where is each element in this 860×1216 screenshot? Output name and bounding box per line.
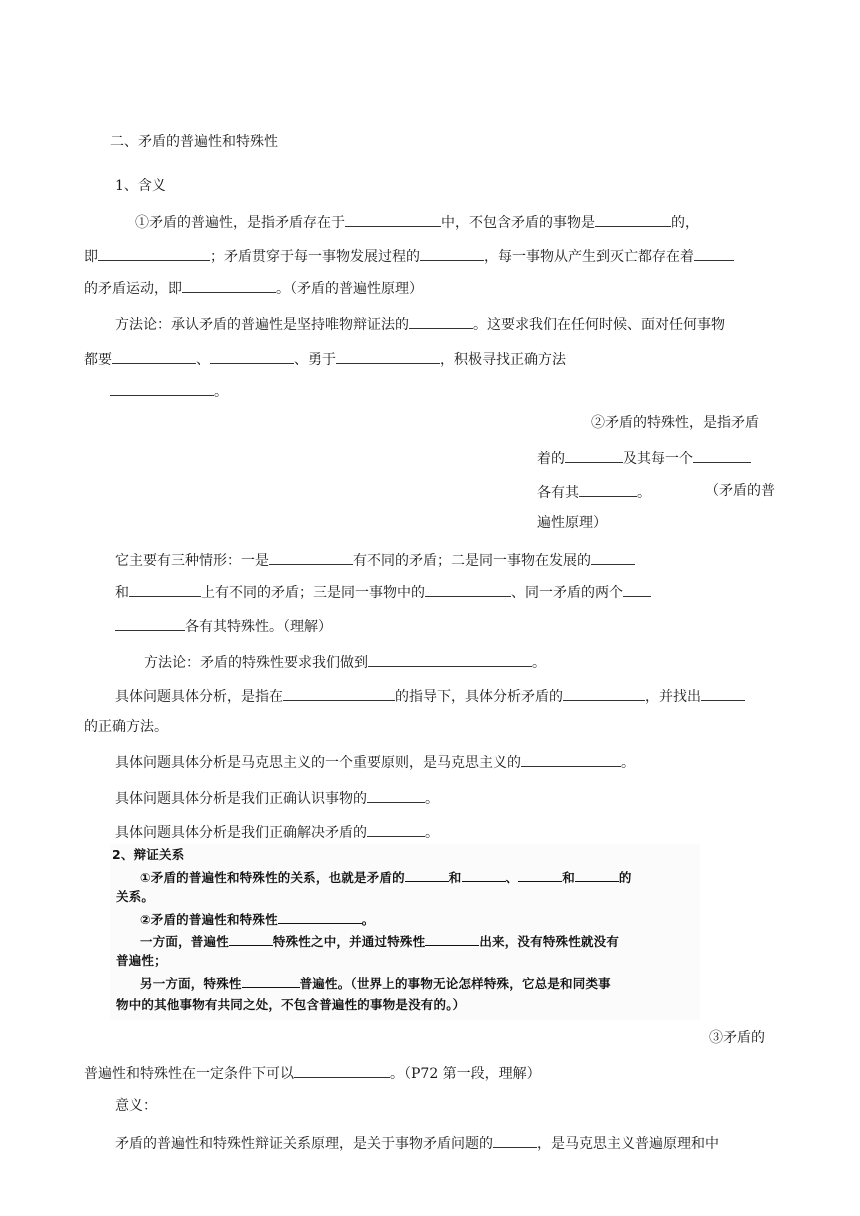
text-segment: 普遍性和特殊性在一定条件下可以: [84, 1066, 294, 1082]
text-segment: 都要: [84, 352, 112, 368]
methodology-line-3: [110, 380, 228, 402]
text-segment: 、勇于: [294, 352, 336, 368]
fill-blank[interactable]: [521, 751, 621, 767]
fill-blank[interactable]: [405, 868, 449, 882]
text-segment: 各有其特殊性。（理解）: [185, 619, 332, 635]
concrete-analysis-line-1: [115, 685, 745, 707]
text-segment: ；矛盾贯穿于每一事物发展过程的: [210, 249, 420, 265]
text-segment: 及其每一个: [623, 451, 693, 467]
fill-blank[interactable]: [367, 787, 425, 803]
image-line-1: [140, 868, 632, 887]
image-heading: 2、辩证关系: [112, 847, 185, 862]
text-segment: 出来，没有特殊性就没有: [479, 934, 620, 949]
concrete-analysis-line-3: [115, 751, 635, 773]
text-segment: ，是马克思主义普遍原理和中: [537, 1136, 719, 1152]
concrete-analysis-line-4: [115, 787, 439, 809]
text-segment: 的指导下，具体分析矛盾的: [395, 689, 563, 705]
text-segment: 特殊性之中，并通过特殊性: [272, 934, 426, 949]
fill-blank[interactable]: [694, 245, 734, 261]
text-segment: ，积极寻找正确方法: [440, 352, 566, 368]
fill-blank[interactable]: [425, 581, 511, 597]
text-segment: 一方面，普遍性: [140, 934, 229, 949]
text-segment: 。: [637, 485, 651, 501]
text-segment: 。: [214, 384, 228, 400]
fill-blank[interactable]: [701, 685, 745, 701]
methodology-2: [144, 651, 546, 673]
image-line-6: [140, 974, 611, 993]
fill-blank[interactable]: [575, 868, 619, 882]
particularity-note: （矛盾的普: [705, 483, 775, 499]
universality-line-2: [84, 245, 734, 267]
meaning-label: 意义：: [115, 1098, 157, 1114]
text-segment: 。（矛盾的普遍性原理）: [276, 281, 423, 297]
fill-blank[interactable]: [242, 974, 300, 988]
fill-blank[interactable]: [182, 277, 276, 293]
third-point-prefix: ③矛盾的: [709, 1030, 765, 1046]
fill-blank[interactable]: [269, 549, 353, 565]
text-segment: 具体问题具体分析是我们正确认识事物的: [115, 791, 367, 807]
text-segment: 具体问题具体分析是马克思主义的一个重要原则，是马克思主义的: [115, 755, 521, 771]
text-segment: 着的: [537, 451, 565, 467]
fill-blank[interactable]: [595, 211, 671, 227]
fill-blank[interactable]: [345, 211, 441, 227]
fill-blank[interactable]: [579, 481, 637, 497]
fill-blank[interactable]: [425, 932, 479, 946]
text-segment: 和: [562, 870, 575, 885]
fill-blank[interactable]: [518, 868, 562, 882]
fill-blank[interactable]: [563, 685, 645, 701]
text-segment: 上有不同的矛盾；三是同一事物中的: [201, 585, 425, 601]
fill-blank[interactable]: [278, 910, 362, 924]
three-cases-line-2: [115, 581, 651, 603]
fill-blank[interactable]: [112, 348, 196, 364]
particularity-line-4: 遍性原理）: [537, 515, 607, 531]
three-cases-line-1: [115, 549, 635, 571]
text-segment: 、: [505, 870, 519, 885]
text-segment: 各有其: [537, 485, 579, 501]
text-segment: 和: [448, 870, 462, 885]
text-segment: 、: [196, 352, 210, 368]
fill-blank[interactable]: [565, 447, 623, 463]
text-segment: 方法论：矛盾的特殊性要求我们做到: [144, 655, 368, 671]
fill-blank[interactable]: [493, 1132, 537, 1148]
fill-blank[interactable]: [623, 581, 651, 597]
particularity-line-1: ②矛盾的特殊性，是指矛盾: [591, 415, 759, 431]
text-segment: 即: [84, 249, 98, 265]
subsection-heading: 1、含义: [115, 178, 166, 194]
text-segment: 的矛盾运动，即: [84, 281, 182, 297]
text-segment: ，每一事物从产生到灭亡都存在着: [484, 249, 694, 265]
concrete-analysis-line-2: 的正确方法。: [84, 719, 168, 735]
text-segment: ②矛盾的普遍性和特殊性: [140, 912, 278, 927]
text-segment: 具体问题具体分析是我们正确解决矛盾的: [115, 825, 367, 841]
universality-line-1: [135, 211, 699, 233]
text-segment: 。: [361, 912, 375, 927]
text-segment: 。: [425, 825, 439, 841]
text-segment: 有不同的矛盾；二是同一事物在发展的: [353, 553, 591, 569]
text-segment: 另一方面，特殊性: [140, 976, 242, 991]
text-segment: 中，不包含矛盾的事物是: [441, 215, 595, 231]
section-title: 二、矛盾的普遍性和特殊性: [110, 134, 278, 150]
fill-blank[interactable]: [110, 380, 214, 396]
text-segment: 具体问题具体分析，是指在: [115, 689, 283, 705]
text-segment: 矛盾的普遍性和特殊性辩证关系原理，是关于事物矛盾问题的: [115, 1136, 493, 1152]
text-segment: 。: [425, 791, 439, 807]
image-line-5: 普遍性；: [116, 953, 167, 968]
text-segment: 的，: [671, 215, 699, 231]
fill-blank[interactable]: [336, 348, 440, 364]
fill-blank[interactable]: [294, 1062, 390, 1078]
third-point-line: [84, 1062, 541, 1084]
universality-line-3: [84, 277, 423, 299]
text-segment: 它主要有三种情形：一是: [115, 553, 269, 569]
fill-blank[interactable]: [367, 821, 425, 837]
fill-blank[interactable]: [98, 245, 210, 261]
fill-blank[interactable]: [591, 549, 635, 565]
fill-blank[interactable]: [129, 581, 201, 597]
text-segment: 和: [115, 585, 129, 601]
image-line-3: [140, 910, 375, 929]
image-line-4: [140, 932, 619, 951]
concrete-analysis-line-5: [115, 821, 439, 843]
text-segment: 。（P72 第一段，理解）: [390, 1066, 541, 1082]
fill-blank[interactable]: [368, 651, 532, 667]
fill-blank[interactable]: [283, 685, 395, 701]
particularity-line-3: [537, 481, 651, 503]
fill-blank[interactable]: [210, 348, 294, 364]
text-segment: 的: [618, 870, 632, 885]
fill-blank[interactable]: [115, 615, 185, 631]
text-segment: ①矛盾的普遍性和特殊性的关系，也就是矛盾的: [140, 870, 405, 885]
fill-blank[interactable]: [229, 932, 273, 946]
text-segment: 、同一矛盾的两个: [511, 585, 623, 601]
particularity-line-2: [537, 447, 751, 469]
fill-blank[interactable]: [420, 245, 484, 261]
image-line-2: 关系。: [116, 889, 155, 904]
text-segment: 。这要求我们在任何时候、面对任何事物: [473, 317, 725, 333]
text-segment: 。: [532, 655, 546, 671]
methodology-line-1: [115, 313, 725, 335]
text-segment: 。: [621, 755, 635, 771]
text-segment: 方法论：承认矛盾的普遍性是坚持唯物辩证法的: [115, 317, 409, 333]
fill-blank[interactable]: [693, 447, 751, 463]
image-line-7: 物中的其他事物有共同之处，不包含普遍性的事物是没有的。）: [116, 997, 466, 1012]
text-segment: ①矛盾的普遍性，是指矛盾存在于: [135, 215, 345, 231]
text-segment: 普遍性。（世界上的事物无论怎样特殊，它总是和同类事: [299, 976, 611, 991]
text-segment: ，并找出: [645, 689, 701, 705]
three-cases-line-3: [115, 615, 332, 637]
scanned-image-block: [110, 844, 700, 1020]
methodology-line-2: [84, 348, 566, 370]
fill-blank[interactable]: [409, 313, 473, 329]
meaning-line: [115, 1132, 719, 1154]
fill-blank[interactable]: [462, 868, 506, 882]
